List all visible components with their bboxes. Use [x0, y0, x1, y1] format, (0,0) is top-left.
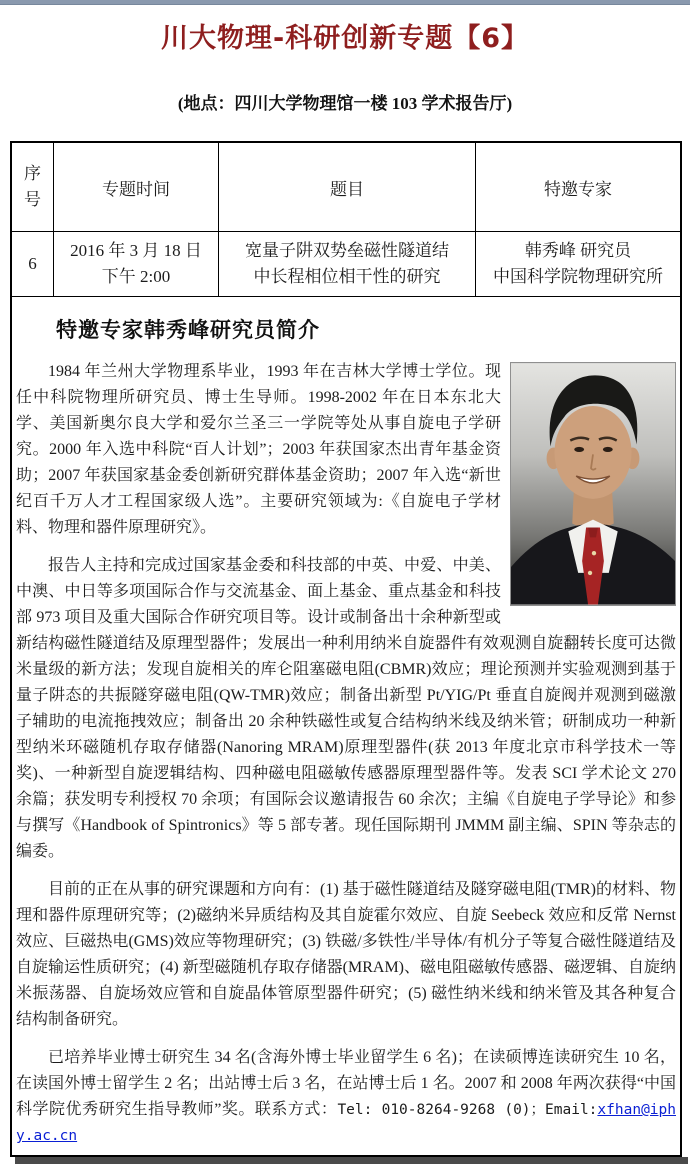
bio-heading: 特邀专家韩秀峰研究员简介 [56, 318, 320, 342]
bio-paragraph-4 [16, 1045, 676, 1149]
bio-paragraph-3: 目前的正在从事的研究课题和方向有：(1) 基于磁性隧道结及隧穿磁电阻(TMR)的材料、物理和器件原理研究等；(2)磁纳米异质结构及其自旋霍尔效应、自旋 Seebeck 效应和反常 Nernst 效应、巨磁热电(GMS)效应等物理研究；(3) 铁磁/多铁性/半导体/有机分子等复合磁性隧道结及自旋输运性质研究；(4) 新型磁随机存取存储器(MRAM)、磁电阻磁敏传感器、磁逻辑、自旋纳米振荡器、自旋场效应管和自旋晶体管原型器件研究；(5) 磁性纳米线和纳米管及其各种复合结构制备研究。 [16, 881, 676, 1028]
expert-affiliation: 中国科学院物理研究所 [493, 267, 663, 286]
bio-paragraph-1: 1984 年兰州大学物理系毕业，1993 年在吉林大学博士学位。现任中科院物理所研究员、博士生导师。1998-2002 年在日本东北大学、美国新奥尔良大学和爱尔兰圣三一学院等处从事自旋电子学研究。2000 年入选中科院“百人计划”；2003 年获国家杰出青年基金资助；2007 年获国家基金委创新研究群体基金资助；2007 年入选“新世纪百千万人才工程国家级人选”。主要研究领域为:《自旋电子学材料、物理和器件原理研究》。 [16, 363, 501, 536]
page-title: 川大物理-科研创新专题【6】 [161, 23, 529, 54]
table-row [12, 232, 680, 297]
header-topic-label: 题目 [330, 179, 364, 199]
session-date: 2016 年 3 月 18 日 [70, 241, 202, 260]
seminar-sheet [10, 141, 682, 1157]
row-cell-time [54, 232, 219, 297]
expert-name: 韩秀峰 研究员 [524, 241, 632, 260]
expert-photo [510, 362, 676, 606]
session-number: 6 [28, 254, 37, 273]
email-label: Email: [545, 1102, 598, 1118]
table-header-row [12, 143, 680, 232]
header-cell-time [54, 143, 219, 232]
window-top-edge [0, 0, 690, 5]
venue-subtitle: (地点：四川大学物理馆一楼 103 学术报告厅) [177, 94, 513, 113]
bio-body [16, 359, 676, 1149]
email-link[interactable]: xfhan@iphy.ac.cn [16, 1102, 676, 1144]
header-index-label: 序号 [24, 164, 41, 209]
header-cell-index [12, 143, 54, 232]
sheet-bottom-shadow [15, 1157, 688, 1164]
row-cell-topic [219, 232, 476, 297]
row-cell-index [12, 232, 54, 297]
session-hour: 下午 2:00 [101, 267, 171, 286]
header-time-label: 专题时间 [102, 179, 170, 199]
expert-portrait-graphic [511, 363, 675, 605]
talk-title-line2: 中长程相位相干性的研究 [253, 267, 441, 286]
talk-title-line1: 宽量子阱双势垒磁性隧道结 [245, 241, 449, 260]
header-cell-topic [219, 143, 476, 232]
contact-tel: Tel: 010-8264-9268 (0)； [337, 1102, 546, 1118]
bio-paragraph-4-text: 已培养毕业博士研究生 34 名(含海外博士毕业留学生 6 名)；在读硕博连读研究生 10 名，在读国外博士留学生 2 名；出站博士后 3 名，在站博士后 1 名。2007 和 2008 年两次获得“中国科学院优秀研究生指导教师”奖。联系方式： [16, 1049, 676, 1118]
bio-paragraph-2: 报告人主持和完成过国家基金委和科技部的中英、中爱、中美、中澳、中日等多项国际合作与交流基金、面上基金、重点基金和科技部 973 项目及重大国际合作研究项目等。设计或制备出十余种新型或新结构磁性隧道结及原理型器件；发展出一种利用纳米自旋器件有效观测自旋翻转长度可达微米量级的新方法；发现自旋相关的库仑阻塞磁电阻(CBMR)效应；理论预测并实验观测到基于量子阱态的共振隧穿磁电阻(QW-TMR)效应；制备出新型 Pt/YIG/Pt 垂直自旋阀并观测到磁激子辅助的电流拖拽效应；制备出 20 余种铁磁性或复合结构纳米线及纳米管；研制成功一种新型纳米环磁随机存取存储器(Nanoring MRAM)原理型器件(获 2013 年度北京市科学技术一等奖)、一种新型自旋逻辑结构、四种磁电阻磁敏传感器原理型器件等。发表 SCI 学术论文 270 余篇；获发明专利授权 70 余项；有国际会议邀请报告 60 余次；主编《自旋电子学导论》和参与撰写《Handbook of Spintronics》等 5 部专著。现任国际期刊 JMMM 副主编、SPIN 等杂志的编委。 [16, 557, 676, 860]
header-expert-label: 特邀专家 [544, 179, 612, 199]
header-cell-expert [476, 143, 680, 232]
bio-section [12, 297, 680, 1155]
row-cell-expert [476, 232, 680, 297]
